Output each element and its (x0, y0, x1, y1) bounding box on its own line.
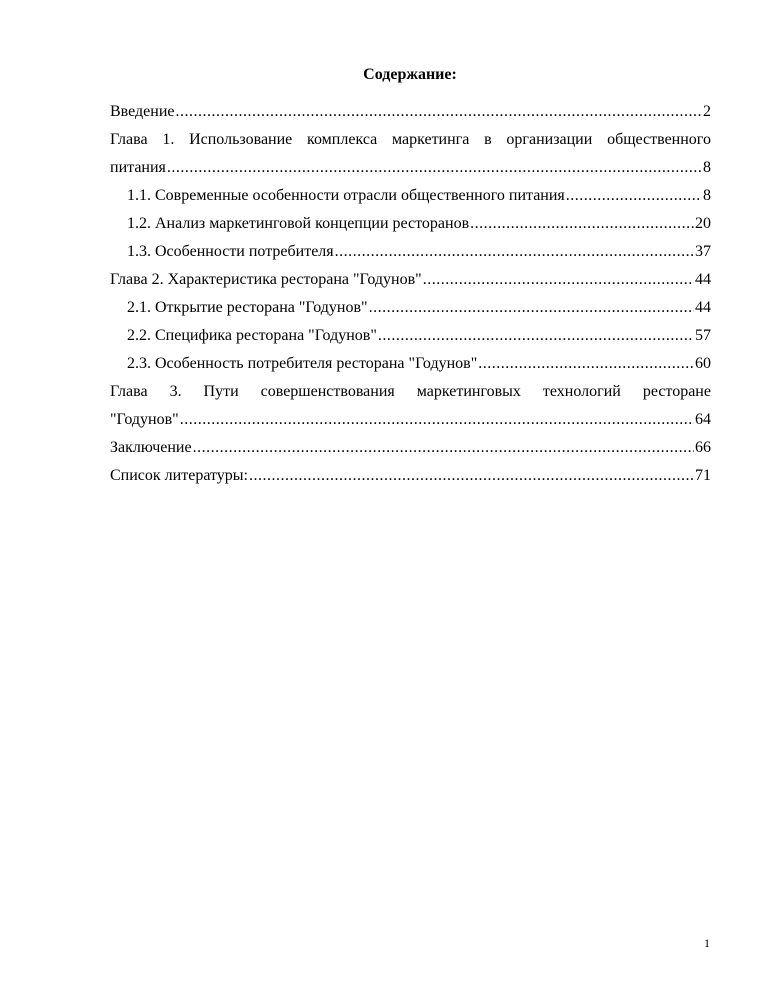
dot-leader (249, 462, 694, 490)
toc-entry-label: 2.1. Открытие ресторана "Годунов" (127, 299, 368, 316)
toc-word: Глава (110, 383, 148, 400)
toc-entry-section-2-1 (110, 294, 711, 322)
toc-word: Использование (189, 131, 293, 148)
toc-page-number: 57 (695, 327, 711, 344)
toc-entry-label: Заключение (110, 439, 192, 456)
dot-leader (369, 294, 694, 322)
toc-entry-line (110, 154, 711, 182)
toc-page-number: 8 (703, 159, 711, 176)
table-of-contents (110, 98, 711, 490)
toc-entry-section-1-2 (110, 210, 711, 238)
toc-page-number: 44 (695, 299, 711, 316)
toc-entry-label: Введение (110, 103, 175, 120)
toc-entry-chapter-3 (110, 378, 711, 434)
toc-entry-chapter-1 (110, 126, 711, 182)
toc-word: ресторане (642, 383, 711, 400)
toc-page-number: 71 (695, 467, 711, 484)
toc-entry-section-2-2 (110, 322, 711, 350)
dot-leader (470, 210, 694, 238)
dot-leader (335, 238, 694, 266)
toc-word: организации (506, 131, 593, 148)
toc-page-number: 20 (695, 215, 711, 232)
toc-word: 1. (162, 131, 175, 148)
toc-entry-label: питания (110, 159, 166, 176)
page-title: Содержание: (363, 66, 457, 83)
toc-page-number: 44 (695, 271, 711, 288)
dot-leader (180, 406, 694, 434)
dot-leader (566, 182, 702, 210)
toc-word: Пути (203, 383, 239, 400)
toc-entry-line (110, 126, 711, 154)
page-number: 1 (704, 936, 710, 950)
dot-leader (176, 98, 703, 126)
toc-entry-label: 1.1. Современные особенности отрасли общественного питания (127, 187, 565, 204)
toc-page-number: 2 (703, 103, 711, 120)
toc-page-number: 8 (703, 187, 711, 204)
toc-page-number: 37 (695, 243, 711, 260)
toc-entry-label: 1.3. Особенности потребителя (127, 243, 334, 260)
dot-leader (193, 434, 694, 462)
toc-word: маркетинговых (416, 383, 521, 400)
toc-entry-label: 1.2. Анализ маркетинговой концепции ресторанов (127, 215, 470, 232)
toc-entry-references (110, 462, 711, 490)
toc-page-number: 66 (695, 439, 711, 456)
toc-entry-label: Список литературы: (110, 467, 248, 484)
toc-entry-label: 2.3. Особенность потребителя ресторана "Годунов" (127, 355, 478, 372)
toc-word: совершенствования (260, 383, 395, 400)
dot-leader (167, 154, 702, 182)
toc-word: общественного (607, 131, 711, 148)
toc-word: 3. (169, 383, 182, 400)
toc-entry-line (110, 406, 711, 434)
toc-entry-section-1-3 (110, 238, 711, 266)
toc-page-number: 64 (695, 411, 711, 428)
toc-entry-conclusion (110, 434, 711, 462)
dot-leader (378, 322, 694, 350)
toc-page-number: 60 (695, 355, 711, 372)
toc-entry-line (110, 378, 711, 406)
toc-word: технологий (542, 383, 621, 400)
toc-entry-label: "Годунов" (110, 411, 179, 428)
toc-entry-chapter-2 (110, 266, 711, 294)
toc-word: маркетинга (391, 131, 470, 148)
toc-entry-label: 2.2. Специфика ресторана "Годунов" (127, 327, 377, 344)
toc-word: комплекса (307, 131, 378, 148)
toc-entry-intro (110, 98, 711, 126)
toc-word: Глава (110, 131, 148, 148)
dot-leader (423, 266, 694, 294)
toc-entry-section-1-1 (110, 182, 711, 210)
toc-entry-section-2-3 (110, 350, 711, 378)
dot-leader (478, 350, 694, 378)
toc-entry-label: Глава 2. Характеристика ресторана "Годунов" (110, 271, 422, 288)
toc-word: в (484, 131, 492, 148)
